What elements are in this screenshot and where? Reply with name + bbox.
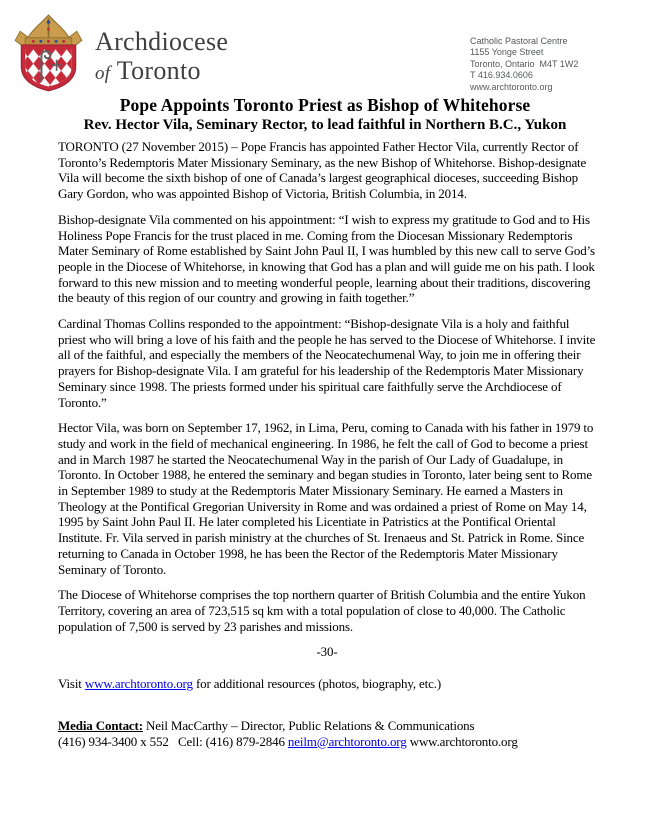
letterhead-contact-block <box>470 36 578 93</box>
brand-line1: Archdiocese <box>95 27 229 56</box>
resources-line <box>58 676 596 692</box>
contact-line-city: Toronto, Ontario M4T 1W2 <box>470 58 579 69</box>
paragraph-vila-quote: Bishop-designate Vila commented on his appointment: “I wish to express my gratitude to God and to His Holiness Pope Francis for the trust placed in me. Coming from the Diocesan Missionary Redemptoris Mater Seminary of Rome established by Saint John Paul II, I was humbled by this new call to serve God’s people in the Diocese of Whitehorse, in knowing that God has a plan and will guide me on his path. I look forward to this new mission and to meeting wonderful people, learning about their traditions, discovering the beauty of this region of our country and growing in faith together.” <box>58 211 595 306</box>
media-contact-website: www.archtoronto.org <box>406 733 518 749</box>
paragraph-lede: TORONTO (27 November 2015) – Pope Francis has appointed Father Hector Vila, currently Rector of Toronto’s Redemptoris Mater Missionary Seminary, as the new Bishop of Whitehorse. Bishop-designate Vila will become the sixth bishop of one of Canada’s largest geographical dioceses, succeeding Bishop Gary Gordon, who was appointed Bishop of Victoria, British Columbia, in 2014. <box>58 139 587 202</box>
brand-wordmark <box>95 27 228 88</box>
resources-prefix: Visit <box>58 676 85 692</box>
brand-line2 <box>95 56 228 88</box>
media-contact-label: Media Contact: <box>58 717 143 733</box>
brand-of: of <box>95 63 111 84</box>
media-contact-line2 <box>58 734 596 750</box>
contact-line-centre: Catholic Pastoral Centre <box>470 36 568 46</box>
end-mark-30: -30- <box>316 644 338 660</box>
media-contact-email-link[interactable]: neilm@archtoronto.org <box>287 733 407 749</box>
resources-suffix: for additional resources (photos, biography, etc.) <box>192 676 442 692</box>
paragraph-biography: Hector Vila, was born on September 17, 1962, in Lima, Peru, coming to Canada with his father in 1979 to study and work in the field of mechanical engineering. In 1986, he felt the call of God to become a priest and in March 1987 he started the Neocatechumenal Way in the parish of Our Lady of Guadalupe, in Toronto. In October 1988, he entered the seminary and began studies in Toronto, later being sent to Rome in September 1989 to study at the Redemptoris Mater Missionary Seminary. He earned a Masters in Theology at the Pontifical Gregorian University in Rome and was ordained a priest of Rome on May 14, 1995 by Saint John Paul II. He later completed his Licentiate in Patristics at the Pontifical Oriental Institute. Fr. Vila served in parish ministry at the churches of St. Irenaeus and St. Patrick in Rome. Since returning to Canada in October 1998, he has been the Rector of the Redemptoris Mater Missionary Seminary of Toronto. <box>58 420 594 577</box>
coat-of-arms-mitre-shield-icon <box>11 14 86 93</box>
media-contact-phones: (416) 934-3400 x 552 Cell: (416) 879-2846 <box>58 733 288 749</box>
body-content <box>58 139 596 749</box>
brand-line2-name: Toronto <box>116 56 201 85</box>
page-title: Pope Appoints Toronto Priest as Bishop of Whitehorse <box>119 95 531 115</box>
media-contact-block <box>58 718 596 749</box>
paragraph-diocese-facts: The Diocese of Whitehorse comprises the top northern quarter of British Columbia and the entire Yukon Territory, covering an area of 723,515 sq km with a total population of close to 40,000. The Catholic population of 7,500 is served by 23 parishes and missions. <box>58 587 586 634</box>
contact-line-phone: T 416.934.0606 <box>470 70 533 81</box>
contact-line-website: www.archtoronto.org <box>470 81 553 92</box>
archtoronto-website-link[interactable]: www.archtoronto.org <box>84 676 193 692</box>
page-subtitle: Rev. Hector Vila, Seminary Rector, to lead faithful in Northern B.C., Yukon <box>83 117 567 133</box>
archdiocese-logo <box>11 14 86 93</box>
headline <box>0 95 650 135</box>
media-contact-name-title: Neil MacCarthy – Director, Public Relations & Communications <box>142 717 475 733</box>
contact-line-street: 1155 Yonge Street <box>470 47 544 58</box>
paragraph-collins-quote: Cardinal Thomas Collins responded to the appointment: “Bishop-designate Vila is a holy and faithful priest who will bring a love of his faith and the people he has served to the Diocese of Whitehorse. I invite all of the faithful, and especially the members of the Neocatechumenal Way, to join me in offering their prayers for Bishop-designate Vila. I am grateful for his leadership of the Redemptoris Mater Missionary Seminary since 1998. The priests formed under his spiritual care faithfully serve the Archdiocese of Toronto.” <box>58 316 596 410</box>
media-contact-line1 <box>58 718 596 734</box>
